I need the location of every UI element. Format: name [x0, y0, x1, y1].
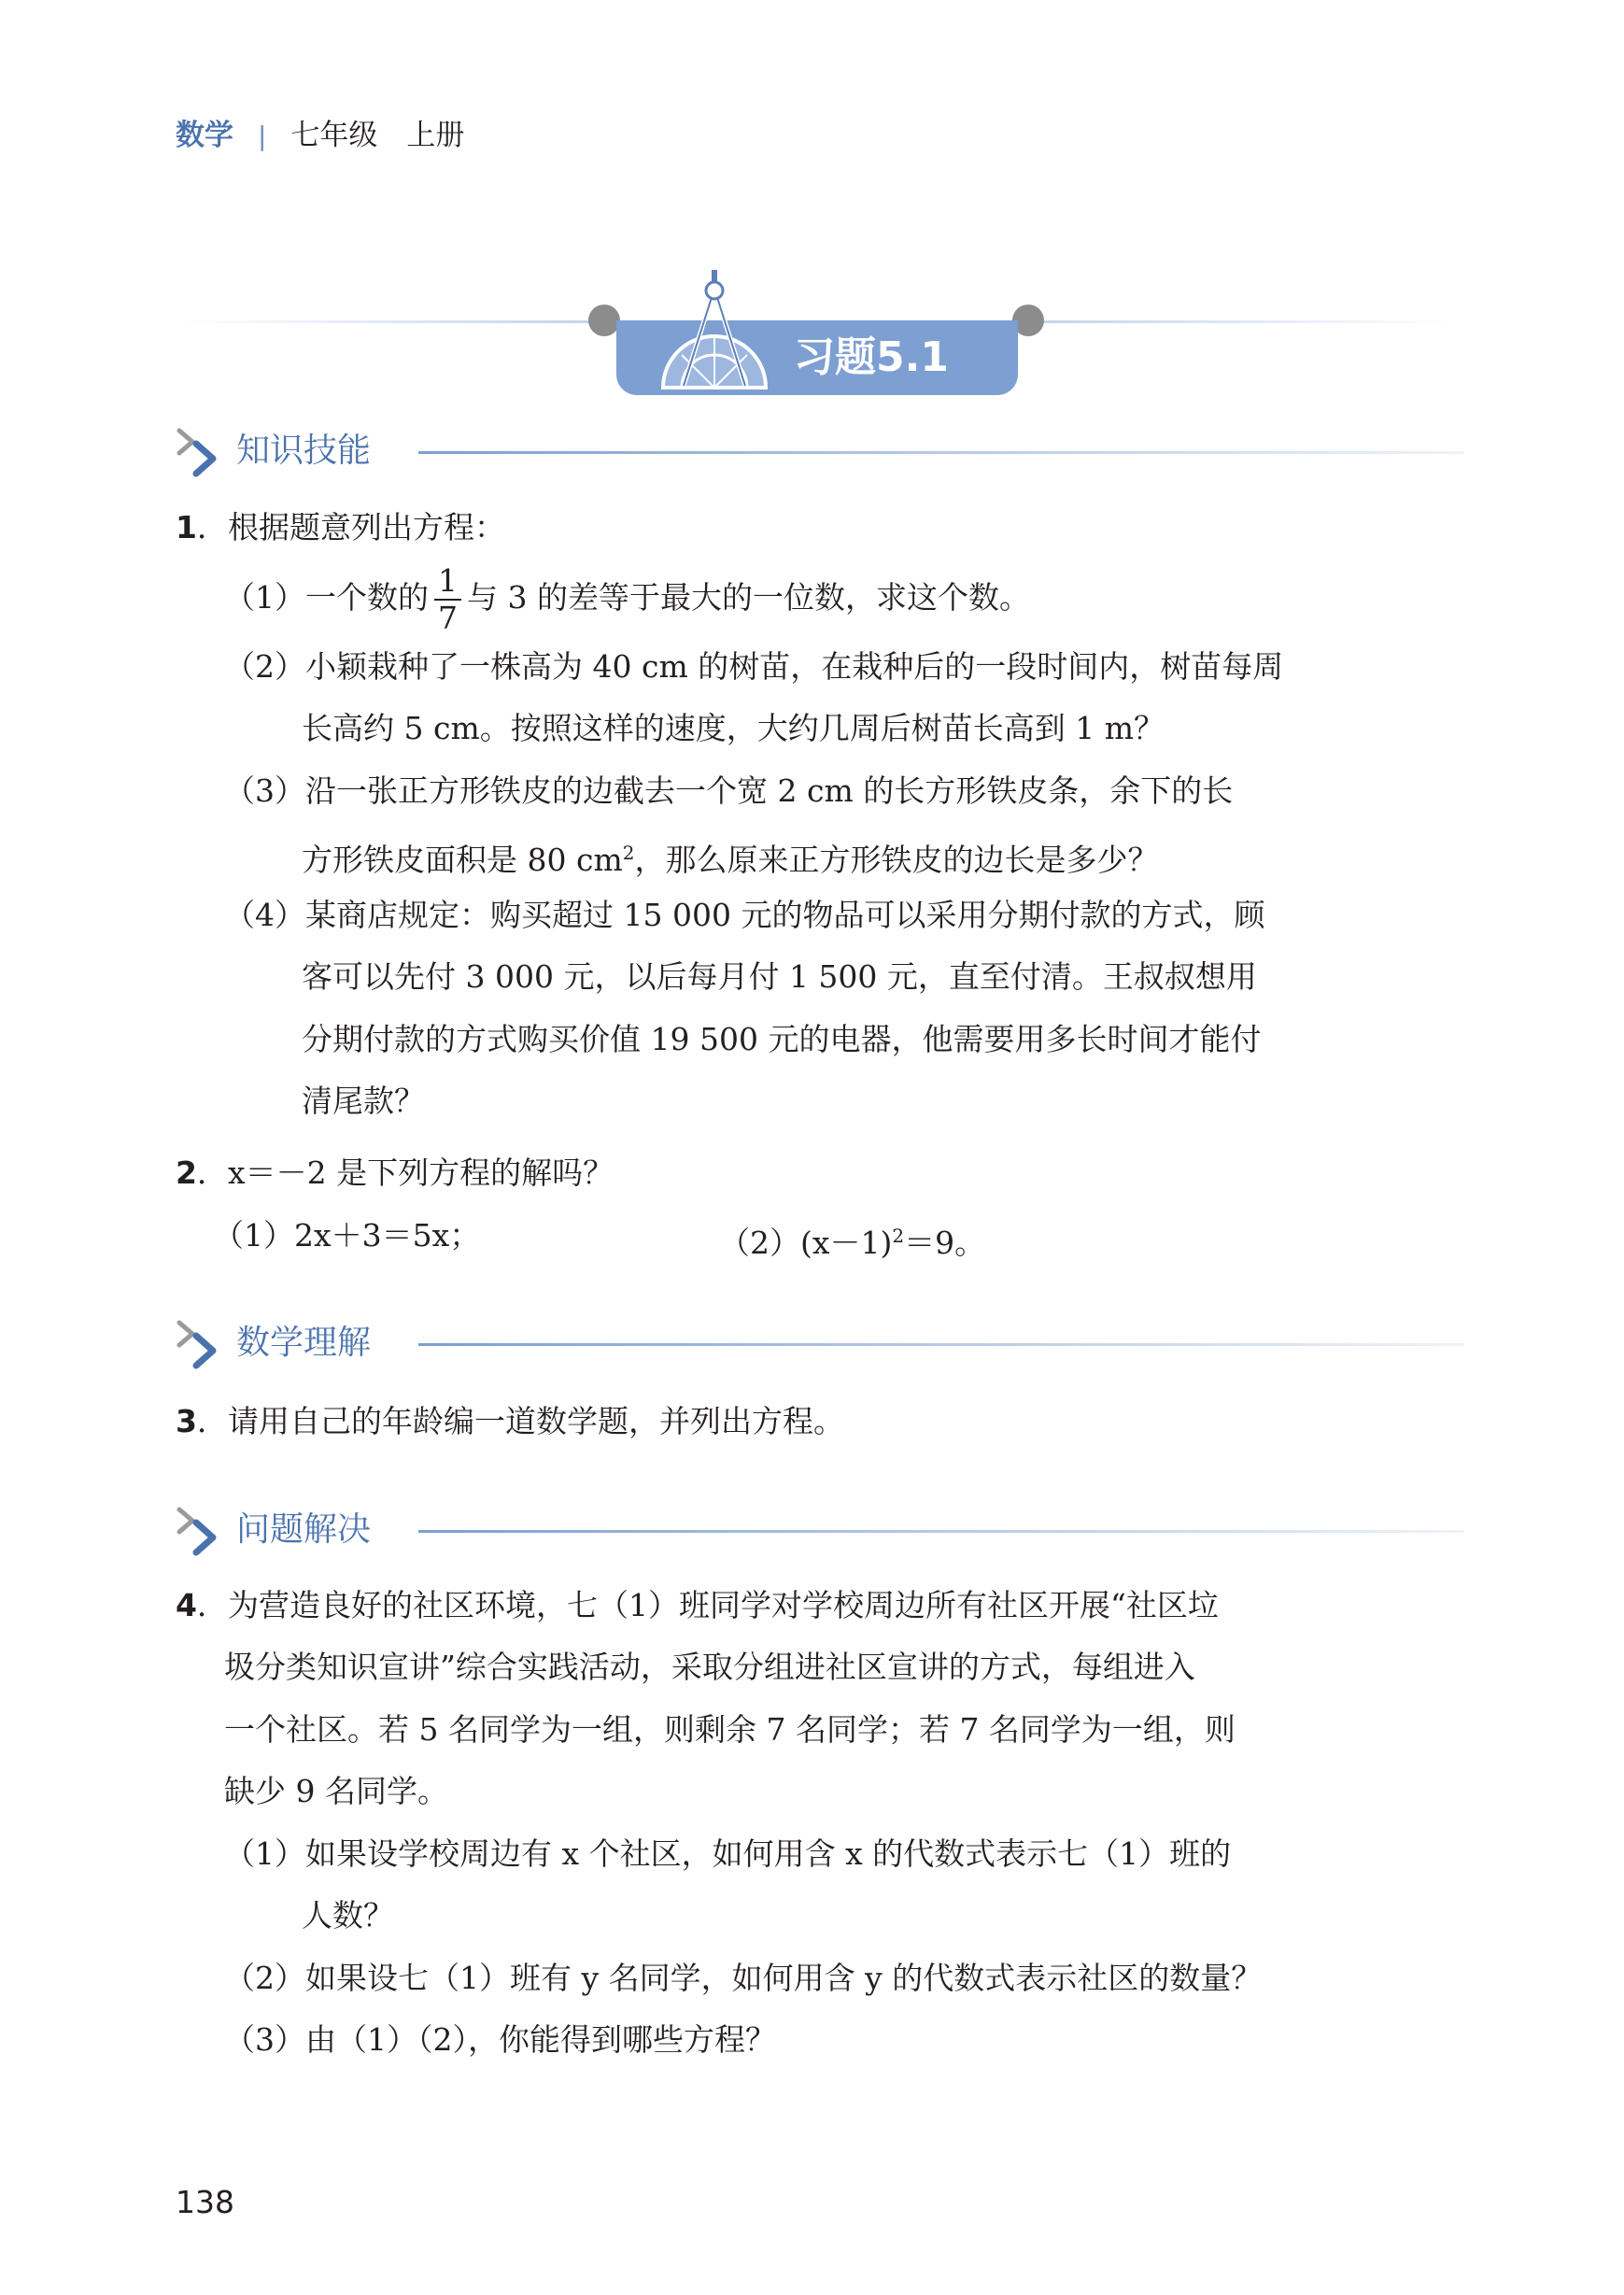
page-number: 138 — [176, 2184, 234, 2220]
question-4-part-1-line-1: （1）如果设学校周边有 x 个社区，如何用含 x 的代数式表示七（1）班的 — [224, 1835, 1232, 1872]
question-4-part-1-line-2: 人数？ — [302, 1897, 394, 1934]
superscript: 2 — [622, 842, 635, 864]
question-1-part-2-line-1: （2）小颖栽种了一株高为 40 cm 的树苗，在栽种后的一段时间内，树苗每周 — [224, 648, 1284, 685]
question-text: ．请用自己的年龄编一道数学题，并列出方程。 — [196, 1403, 844, 1439]
banner-rule-right — [1027, 320, 1457, 323]
part-text: ，那么原来正方形铁皮的边长是多少？ — [634, 842, 1159, 878]
question-number: 2 — [176, 1155, 197, 1191]
section-header-problem-solving — [176, 1504, 1464, 1560]
fraction-one-seventh — [434, 563, 461, 636]
banner-knob-left — [588, 305, 620, 336]
part-text: ＝9。 — [904, 1225, 986, 1261]
section-header-math-understanding — [176, 1317, 1464, 1373]
question-4-part-3: （3）由（1）（2），你能得到哪些方程？ — [224, 2021, 776, 2058]
question-2-part-1: （1）2x＋3＝5x； — [213, 1217, 481, 1254]
question-1-stem — [176, 507, 505, 548]
question-1-part-2-line-2: 长高约 5 cm。按照这样的速度，大约几周后树苗长高到 1 m？ — [302, 710, 1165, 746]
question-1-part-4-line-3: 分期付款的方式购买价值 19 500 元的电器，他需要用多长时间才能付 — [302, 1021, 1262, 1057]
question-1-part-3-line-1: （3）沿一张正方形铁皮的边截去一个宽 2 cm 的长方形铁皮条，余下的长 — [224, 772, 1234, 809]
question-2-part-2 — [719, 1215, 985, 1264]
question-number: 3 — [176, 1403, 197, 1439]
part-text: （1）一个数的 — [224, 579, 429, 616]
running-header — [176, 112, 464, 160]
section-rule — [418, 451, 1464, 454]
section-title: 问题解决 — [236, 1510, 372, 1549]
chevron-right-icon — [176, 1504, 232, 1560]
chevron-right-icon — [176, 425, 232, 481]
part-text: 与 3 的差等于最大的一位数，求这个数。 — [467, 579, 1030, 616]
superscript: 2 — [892, 1225, 905, 1247]
fraction-numerator: 1 — [434, 563, 461, 601]
section-header-knowledge-skills — [176, 425, 1464, 481]
part-text: （2）(x－1) — [719, 1225, 893, 1261]
banner-rule-left — [176, 320, 596, 323]
question-text: ．为营造良好的社区环境，七（1）班同学对学校周边所有社区开展“社区垃 — [196, 1587, 1219, 1623]
header-grade: 七年级 上册 — [290, 119, 465, 152]
question-1-part-4-line-2: 客可以先付 3 000 元，以后每月付 1 500 元，直至付清。王叔叔想用 — [302, 958, 1257, 995]
question-3 — [176, 1401, 844, 1442]
question-4-line-3: 一个社区。若 5 名同学为一组，则剩余 7 名同学；若 7 名同学为一组，则 — [224, 1711, 1236, 1748]
section-rule — [418, 1530, 1464, 1533]
section-rule — [418, 1343, 1464, 1346]
header-separator: | — [258, 120, 267, 151]
question-4-line-2: 圾分类知识宣讲”综合实践活动，采取分组进社区宣讲的方式，每组进入 — [224, 1649, 1195, 1685]
fraction-denominator: 7 — [438, 600, 458, 636]
compass-protractor-icon — [654, 268, 775, 390]
question-number: 1 — [176, 509, 197, 545]
question-number: 4 — [176, 1587, 197, 1623]
header-subject: 数学 — [176, 119, 233, 152]
question-text: ．x＝－2 是下列方程的解吗？ — [196, 1155, 614, 1191]
section-title: 数学理解 — [236, 1324, 372, 1362]
question-1-part-4-line-1: （4）某商店规定：购买超过 15 000 元的物品可以采用分期付款的方式，顾 — [224, 897, 1265, 933]
question-1-part-1 — [224, 559, 1030, 637]
question-1-part-4-line-4: 清尾款？ — [302, 1083, 425, 1119]
exercise-title: 习题5.1 — [794, 333, 949, 381]
question-4-line-4: 缺少 9 名同学。 — [224, 1773, 448, 1809]
part-text: 方形铁皮面积是 80 cm — [302, 842, 623, 878]
question-2-stem — [176, 1153, 614, 1194]
question-text: ．根据题意列出方程： — [196, 509, 505, 545]
question-4-line-1 — [176, 1585, 1219, 1626]
section-title: 知识技能 — [236, 432, 372, 470]
chevron-right-icon — [176, 1317, 232, 1373]
question-1-part-3-line-2 — [302, 832, 1158, 881]
question-4-part-2: （2）如果设七（1）班有 y 名同学，如何用含 y 的代数式表示社区的数量？ — [224, 1960, 1263, 1996]
